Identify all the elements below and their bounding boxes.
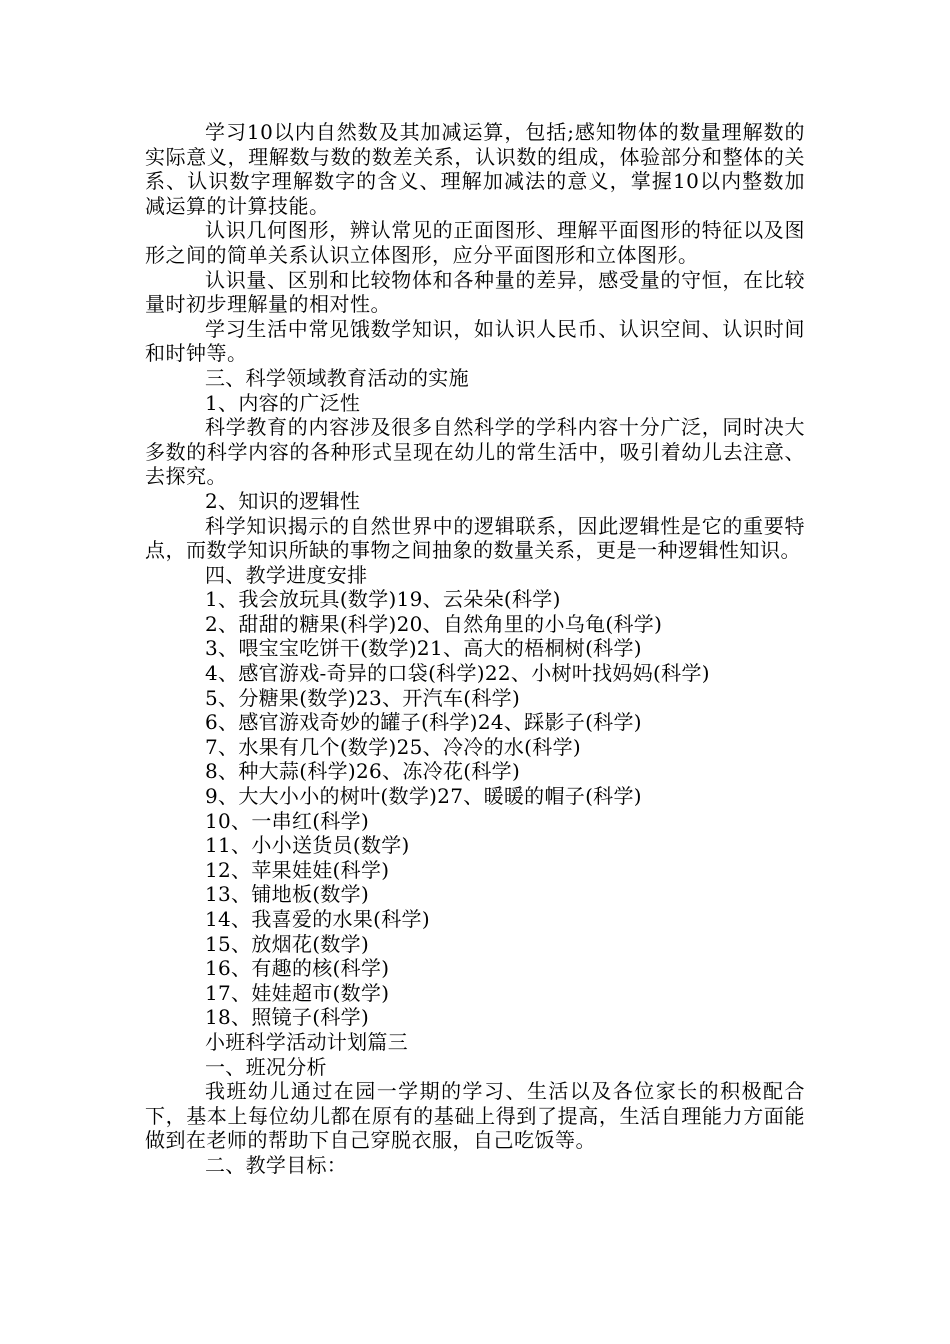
text-line: 12、苹果娃娃(科学): [205, 857, 390, 882]
text-line: 一、班况分析: [205, 1054, 327, 1079]
text-line: 5、分糖果(数学)23、开汽车(科学): [205, 685, 521, 710]
text-line: 8、种大蒜(科学)26、冻冷花(科学): [205, 759, 521, 784]
text-line: 3、喂宝宝吃饼干(数学)21、高大的梧桐树(科学): [205, 636, 642, 661]
paragraph: 科学教育的内容涉及很多自然科学的学科内容十分广泛，同时决大多数的科学内容的各种形式呈现在幼儿的常生活中，吸引着幼儿去注意、去探究。: [145, 415, 805, 489]
document-page: [145, 120, 805, 1178]
text-line: 小班科学活动计划篇三: [205, 1029, 408, 1054]
text-line: 15、放烟花(数学): [205, 931, 370, 956]
text-line: 1、内容的广泛性: [205, 390, 361, 415]
text-line: 4、感官游戏-奇异的口袋(科学)22、小树叶找妈妈(科学): [205, 661, 710, 686]
text-line: 四、教学进度安排: [205, 562, 368, 587]
text-line: 1、我会放玩具(数学)19、云朵朵(科学): [205, 587, 561, 612]
text-line: 6、感官游戏奇妙的罐子(科学)24、踩影子(科学): [205, 710, 642, 735]
paragraph: 学习10以内自然数及其加减运算，包括;感知物体的数量理解数的实际意义，理解数与数的数差关系，认识数的组成，体验部分和整体的关系、认识数字理解数字的含义、理解加减法的意义，掌握10以内整数加减运算的计算技能。: [145, 120, 805, 218]
text-line: 2、甜甜的糖果(科学)20、自然角里的小乌龟(科学): [205, 611, 663, 636]
text-line: 2、知识的逻辑性: [205, 488, 361, 513]
text-line: 18、照镜子(科学): [205, 1005, 370, 1030]
text-line: 16、有趣的核(科学): [205, 956, 390, 981]
paragraph: 学习生活中常见饿数学知识，如认识人民币、认识空间、认识时间和时钟等。: [145, 316, 805, 366]
paragraph: 认识几何图形，辨认常见的正面图形、理解平面图形的特征以及图形之间的简单关系认识立体图形，应分平面图形和立体图形。: [145, 218, 805, 267]
text-line: 三、科学领域教育活动的实施: [205, 365, 469, 390]
text-line: 二、教学目标：: [205, 1152, 348, 1177]
paragraph: 科学知识揭示的自然世界中的逻辑联系，因此逻辑性是它的重要特点，而数学知识所缺的事物之间抽象的数量关系，更是一种逻辑性知识。: [145, 513, 805, 563]
text-line: 10、一串红(科学): [205, 808, 370, 833]
text-line: 14、我喜爱的水果(科学): [205, 907, 430, 931]
text-line: 7、水果有几个(数学)25、冷冷的水(科学): [205, 734, 581, 759]
paragraph: 认识量、区别和比较物体和各种量的差异，感受量的守恒，在比较量时初步理解量的相对性。: [145, 267, 805, 317]
text-line: 9、大大小小的树叶(数学)27、暖暖的帽子(科学): [205, 784, 642, 809]
text-line: 17、娃娃超市(数学): [205, 980, 390, 1005]
text-line: 11、小小送货员(数学): [205, 833, 410, 858]
text-line: 13、铺地板(数学): [205, 882, 370, 907]
paragraph: 我班幼儿通过在园一学期的学习、生活以及各位家长的积极配合下，基本上每位幼儿都在原有的基础上得到了提高，生活自理能力方面能做到在老师的帮助下自己穿脱衣服，自己吃饭等。: [145, 1079, 805, 1153]
